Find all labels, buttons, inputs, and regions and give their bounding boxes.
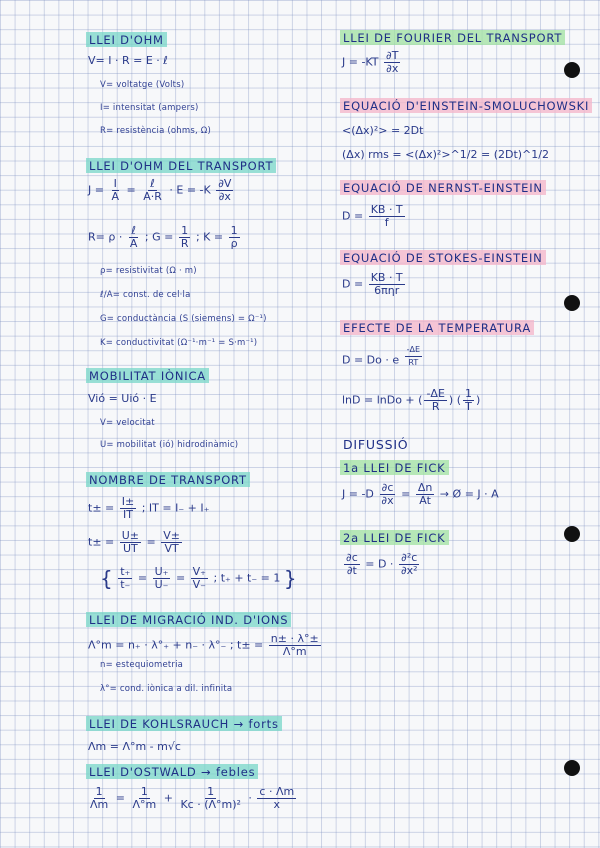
fourier-title: LLEI DE FOURIER DEL TRANSPORT [340,30,565,45]
migration-title: LLEI DE MIGRACIÓ IND. D'IONS [86,612,291,627]
transport-number-eq2: t± = $\frac{U\pm}{UT}$ = $\frac{V\pm}{VT}$ [88,529,180,555]
ohm-transport-equation: J = $\frac{I}{A}$ = $\frac{\text{ℓ}}{A\cdot R}$ · E = -K $\frac{\partial V}{\partial x}$ [88,177,232,203]
def-conductivity: K= conductivitat (Ω⁻¹·m⁻¹ = S·m⁻¹) [100,338,258,348]
def-conductance: G= conductància (S (siemens) = Ω⁻¹) [100,314,267,324]
punch-hole [564,760,580,776]
fick-second-title: 2a LLEI DE FICK [340,530,449,545]
ohm-transport-title: LLEI D'OHM DEL TRANSPORT [86,158,276,173]
transport-number-eq3: { $\frac{t_+}{t_-}$ = $\frac{U_+}{U_-}$ = $\frac{V_+}{V_-}$ ; t₊ + t₋ = 1 } [100,565,297,591]
ohm-title: LLEI D'OHM [86,32,167,47]
einstein-eq1: <(Δx)²> = 2Dt [342,124,424,137]
def-mobility: U= mobilitat (ió) hidrodinàmic) [100,440,239,450]
diffusion-title: DIFUSSIÓ [343,437,409,452]
temperature-eq1: D = Do · e $^{\frac{-\Delta E}{RT}}$ [342,345,421,367]
def-rho: ρ= resistivitat (Ω · m) [100,266,197,276]
punch-hole [564,62,580,78]
fick-first-equation: J = -D $\frac{\partial c}{\partial x}$ = $\frac{\Delta n}{At}$ → Ø = J · A [342,481,499,507]
nernst-title: EQUACIÓ DE NERNST-EINSTEIN [340,180,546,195]
fourier-equation: J = -KT $\frac{\partial T}{\partial x}$ [342,49,399,75]
nernst-equation: D = $\frac{KB \cdot T}{f}$ [342,203,403,229]
ohm-def-i: I= intensitat (ampers) [100,103,199,113]
stokes-equation: D = $\frac{KB \cdot T}{\text{6πηr}}$ [342,271,403,297]
fick-first-title: 1a LLEI DE FICK [340,460,449,475]
kohlrausch-equation: Λm = Λ°m - m√c [88,740,181,753]
ohm-def-r: R= resistència (ohms, Ω) [100,126,212,136]
def-stoichiometry: n= estequiometria [100,660,184,670]
mobility-equation: Vió = Uió · E [88,392,157,405]
migration-equation: Λ°m = n₊ · λ°₊ + n₋ · λ°₋ ; t± = $\frac{n\pm \cdot \lambda^\circ\pm}{\Lambda^\circ m}$ [88,632,319,658]
stokes-title: EQUACIÓ DE STOKES-EINSTEIN [340,250,546,265]
ostwald-equation: $\frac{1}{\Lambda m}$ = $\frac{1}{\Lambda^\circ m}$ + $\frac{1}{\text{Kc · (Λ°m)²}}$ · $\frac{c \cdot \Lambda m}{x}$ [90,785,295,811]
temperature-eq2: lnD = lnDo + ( $\frac{-\Delta E}{R}$ ) ( $\frac{1}{T}$ ) [342,387,481,413]
def-velocity: V= velocitat [100,418,155,428]
def-ionic-conductivity: λ°= cond. iònica a dil. infinita [100,684,233,694]
transport-number-eq1: t± = $\frac{I\pm}{IT}$ ; IT = I₋ + I₊ [88,495,210,521]
ostwald-title: LLEI D'OSTWALD → febles [86,764,258,779]
kohlrausch-title: LLEI DE KOHLSRAUCH → forts [86,716,282,731]
einstein-eq2: (Δx) rms = <(Δx)²>^1/2 = (2Dt)^1/2 [342,148,549,161]
resistance-equation: R= ρ · $\frac{\text{ℓ}}{A}$ ; G = $\frac{1}{R}$ ; K = $\frac{1}{\rho}$ [88,224,238,250]
ohm-equation: V= I · R = E · ℓ [88,54,168,67]
temperature-title: EFECTE DE LA TEMPERATURA [340,320,534,335]
transport-number-title: NOMBRE DE TRANSPORT [86,472,250,487]
punch-hole [564,526,580,542]
ohm-def-v: V= voltatge (Volts) [100,80,185,90]
fick-second-equation: $\frac{\partial c}{\partial t}$ = D · $\frac{\text{∂²c}}{\text{∂x²}}$ [346,551,418,577]
mobility-title: MOBILITAT IÒNICA [86,368,209,383]
punch-hole [564,295,580,311]
einstein-title: EQUACIÓ D'EINSTEIN-SMOLUCHOWSKI [340,98,592,113]
def-cell-constant: ℓ/A= const. de cel·la [100,290,191,300]
